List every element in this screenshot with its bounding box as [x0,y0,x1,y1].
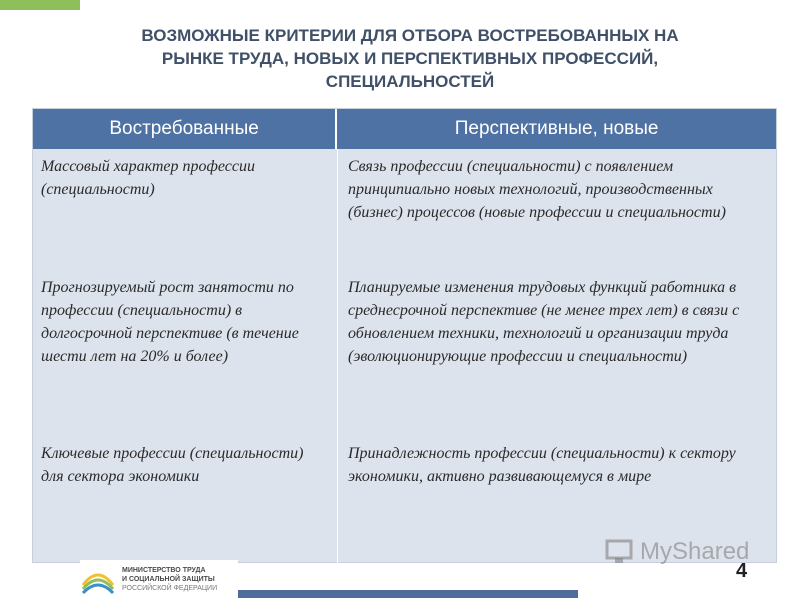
table-header-row [33,109,776,149]
page-number: 4 [736,560,748,582]
column-in-demand [33,149,338,564]
title-line-3: СПЕЦИАЛЬНОСТЕЙ [325,72,495,91]
header-promising-new: Перспективные, новые [454,118,659,139]
criteria-table [32,108,777,563]
watermark [604,538,749,566]
ministry-line-2: И СОЦИАЛЬНОЙ ЗАЩИТЫ [122,575,215,583]
criterion-developing-sector: Принадлежность профессии (специальности) к сектору экономики, активно развивающемуся в мире [348,445,736,485]
slide-title [70,24,750,93]
title-line-2: РЫНКЕ ТРУДА, НОВЫХ И ПЕРСПЕКТИВНЫХ ПРОФЕССИЙ, [161,49,659,68]
column-promising-new [338,149,778,564]
criterion-key-professions: Ключевые профессии (специальности) для сектора экономики [41,445,304,485]
ministry-emblem-icon [80,563,116,595]
ministry-logo [80,560,238,598]
watermark-text: MyShared [640,538,750,565]
criterion-forecast-growth: Прогнозируемый рост занятости по профессии (специальности) в долгосрочной перспективе (в течение шести лет на 20% и более) [41,279,299,365]
footer-blue-strip [238,590,578,598]
criterion-mass-character: Массовый характер профессии (специальности) [41,158,255,198]
watermark-icon [604,538,634,566]
criterion-planned-changes: Планируемые изменения трудовых функций работника в среднесрочной перспективе (не менее трех лет) в связи с обновлением техники, технологий и организации труда (эволюционирующие профессии и специальности) [348,279,740,365]
ministry-line-3: РОССИЙСКОЙ ФЕДЕРАЦИИ [122,584,218,592]
top-accent-bar [0,0,80,10]
title-line-1: ВОЗМОЖНЫЕ КРИТЕРИИ ДЛЯ ОТБОРА ВОСТРЕБОВАННЫХ НА [141,26,679,45]
ministry-line-1: МИНИСТЕРСТВО ТРУДА [122,566,206,574]
header-in-demand: Востребованные [33,109,337,149]
criterion-new-technologies: Связь профессии (специальности) с появлением принципиально новых технологий, производственных (бизнес) процессов (новые профессии и специальности) [348,158,726,221]
